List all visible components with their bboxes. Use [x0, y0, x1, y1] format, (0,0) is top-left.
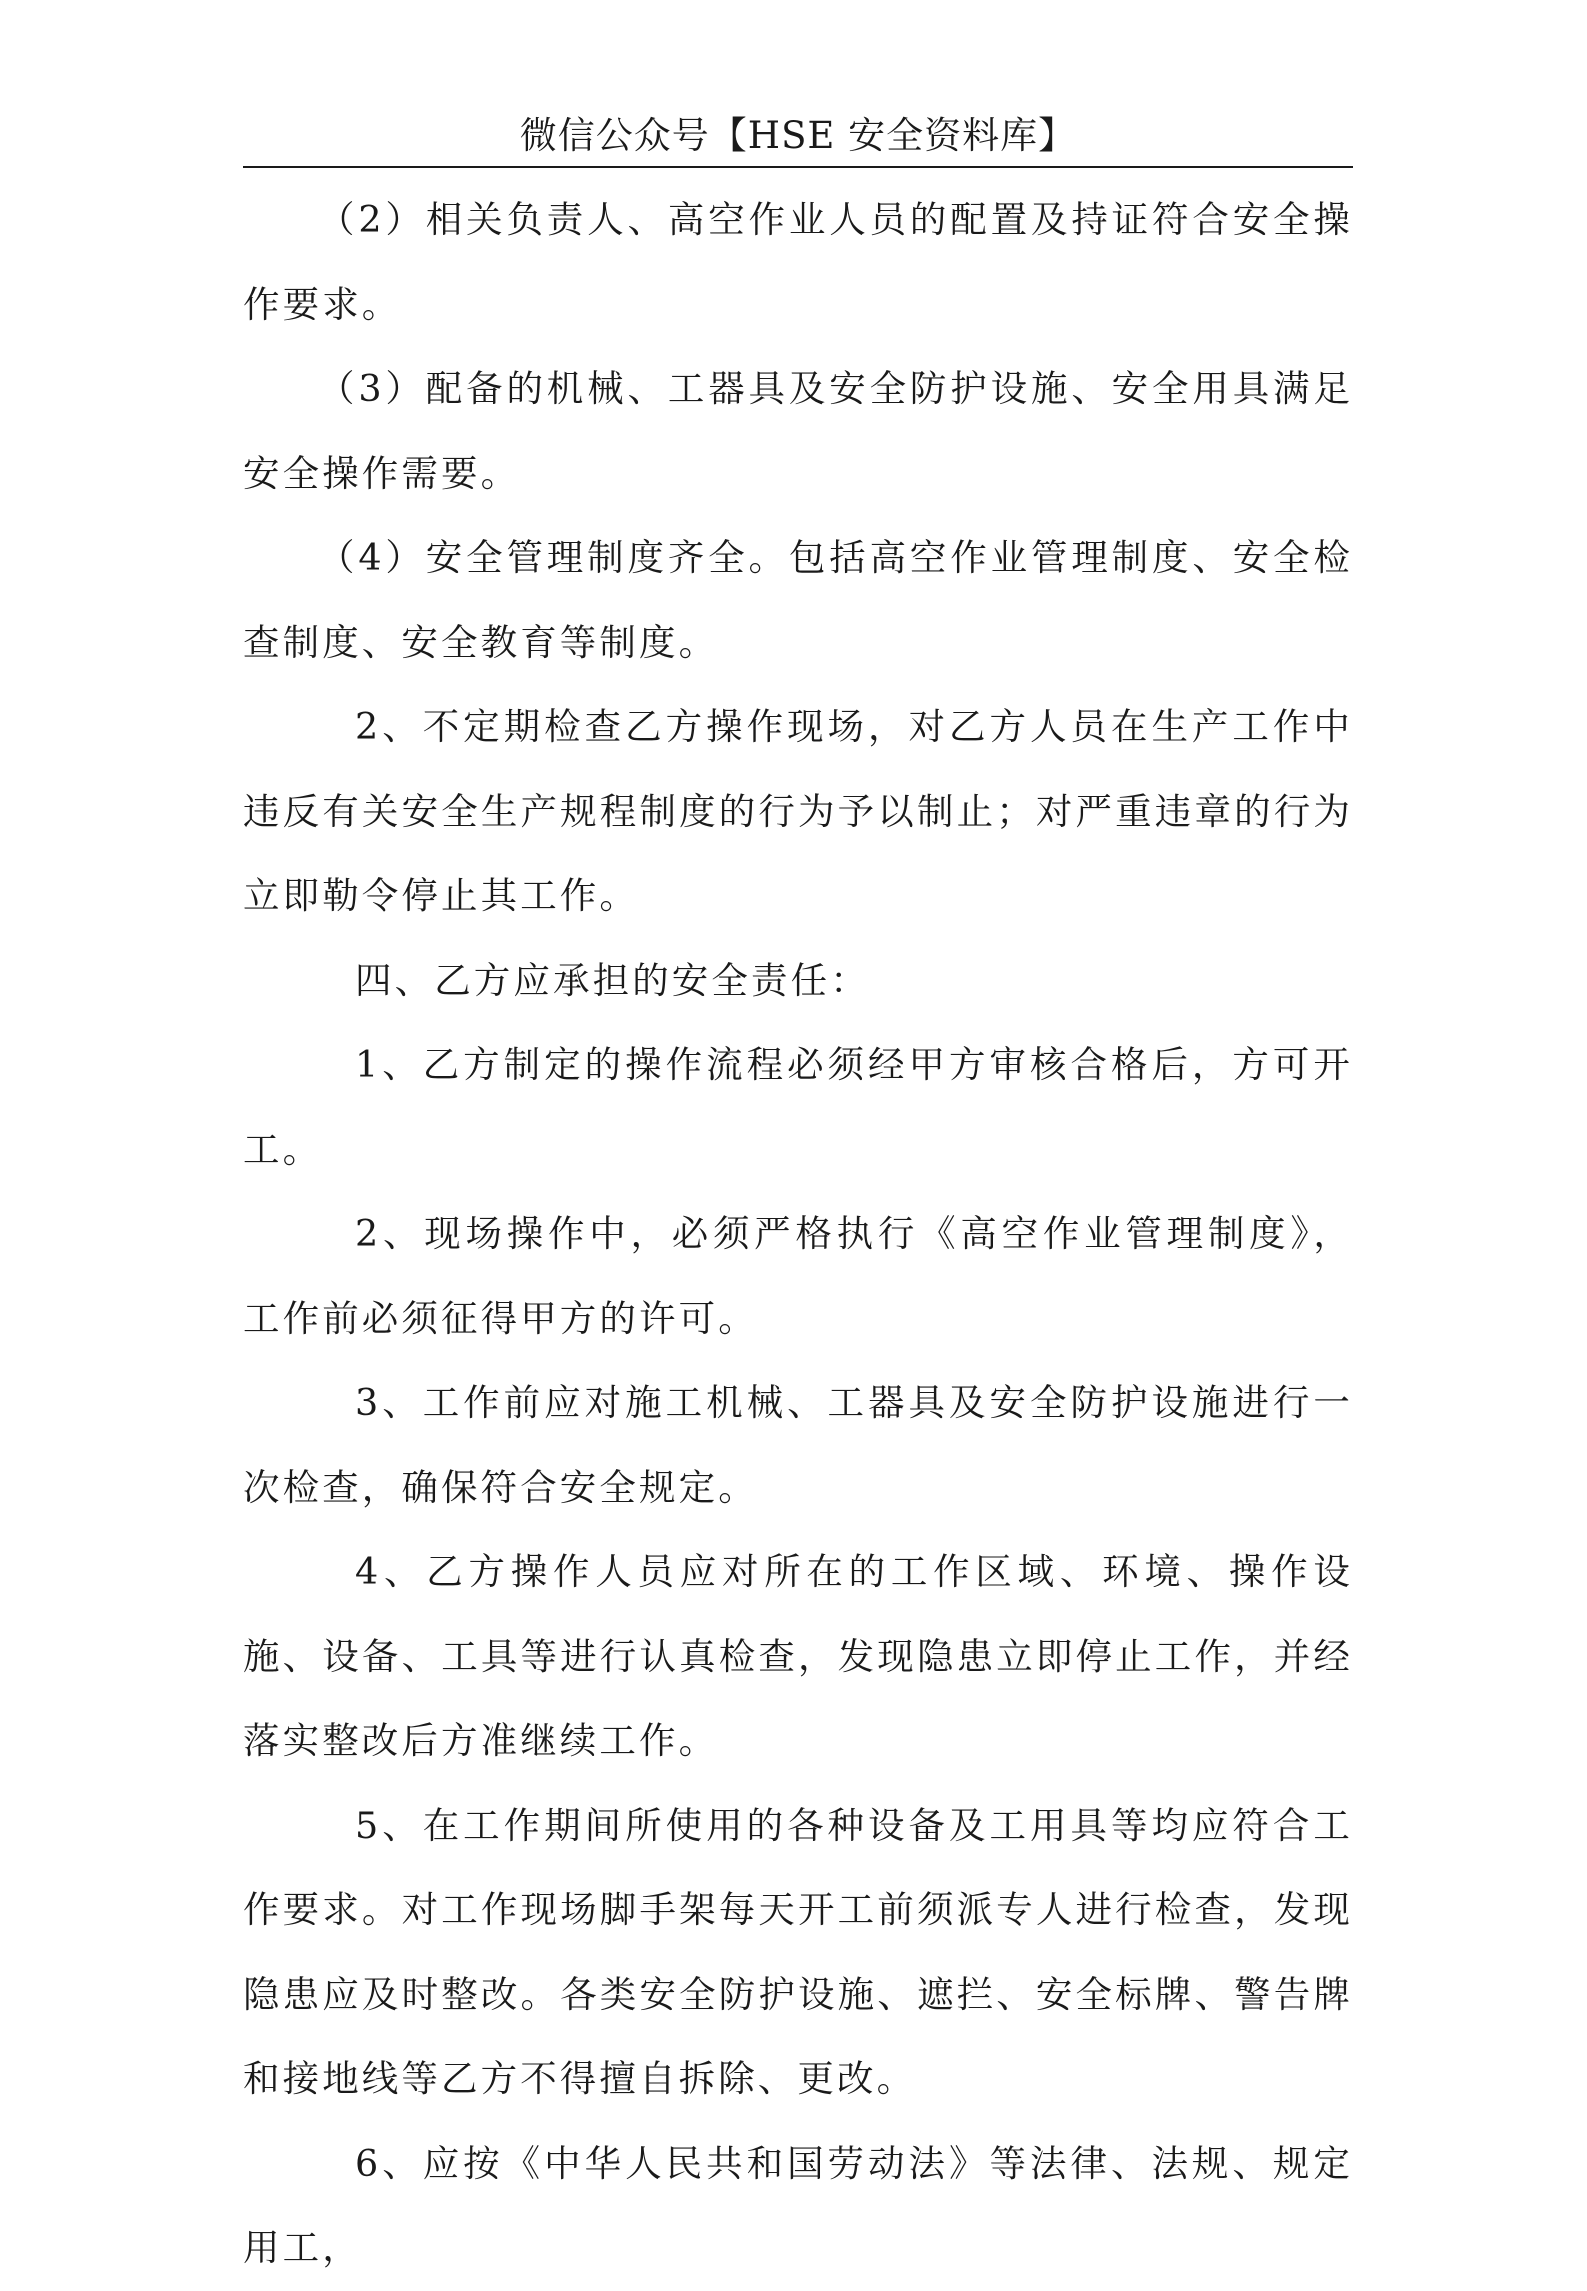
paragraph-clause-5: 5、在工作期间所使用的各种设备及工用具等均应符合工作要求。对工作现场脚手架每天开工前须派专人进行检查，发现隐患应及时整改。各类安全防护设施、遮拦、安全标牌、警告牌和接地线等乙方不得擅自拆除、更改。: [243, 1803, 1353, 2100]
paragraph-item-3: （3）配备的机械、工器具及安全防护设施、安全用具满足安全操作需要。: [243, 367, 1353, 495]
paragraph-item-2: （2）相关负责人、高空作业人员的配置及持证符合安全操作要求。: [243, 198, 1353, 326]
page-header-title: 微信公众号【HSE 安全资料库】: [519, 114, 1077, 157]
section-heading-party-b: 四、乙方应承担的安全责任：: [355, 958, 870, 1002]
document-body: [243, 178, 1353, 2291]
header-divider: [243, 166, 1353, 168]
paragraph-clause-1: 1、乙方制定的操作流程必须经甲方审核合格后，方可开工。: [243, 1043, 1353, 1171]
paragraph-clause-2: 2、现场操作中，必须严格执行《高空作业管理制度》，工作前必须征得甲方的许可。: [243, 1212, 1353, 1340]
paragraph-clause-6: 6、应按《中华人民共和国劳动法》等法律、法规、规定用工，: [243, 2141, 1353, 2269]
paragraph-inspection: 2、不定期检查乙方操作现场，对乙方人员在生产工作中违反有关安全生产规程制度的行为予以制止；对严重违章的行为立即勒令停止其工作。: [243, 705, 1353, 917]
paragraph-clause-4: 4、乙方操作人员应对所在的工作区域、环境、操作设施、设备、工具等进行认真检查，发现隐患立即停止工作，并经落实整改后方准继续工作。: [243, 1550, 1353, 1762]
paragraph-item-4: （4）安全管理制度齐全。包括高空作业管理制度、安全检查制度、安全教育等制度。: [243, 536, 1353, 664]
paragraph-clause-3: 3、工作前应对施工机械、工器具及安全防护设施进行一次检查，确保符合安全规定。: [243, 1381, 1353, 1509]
